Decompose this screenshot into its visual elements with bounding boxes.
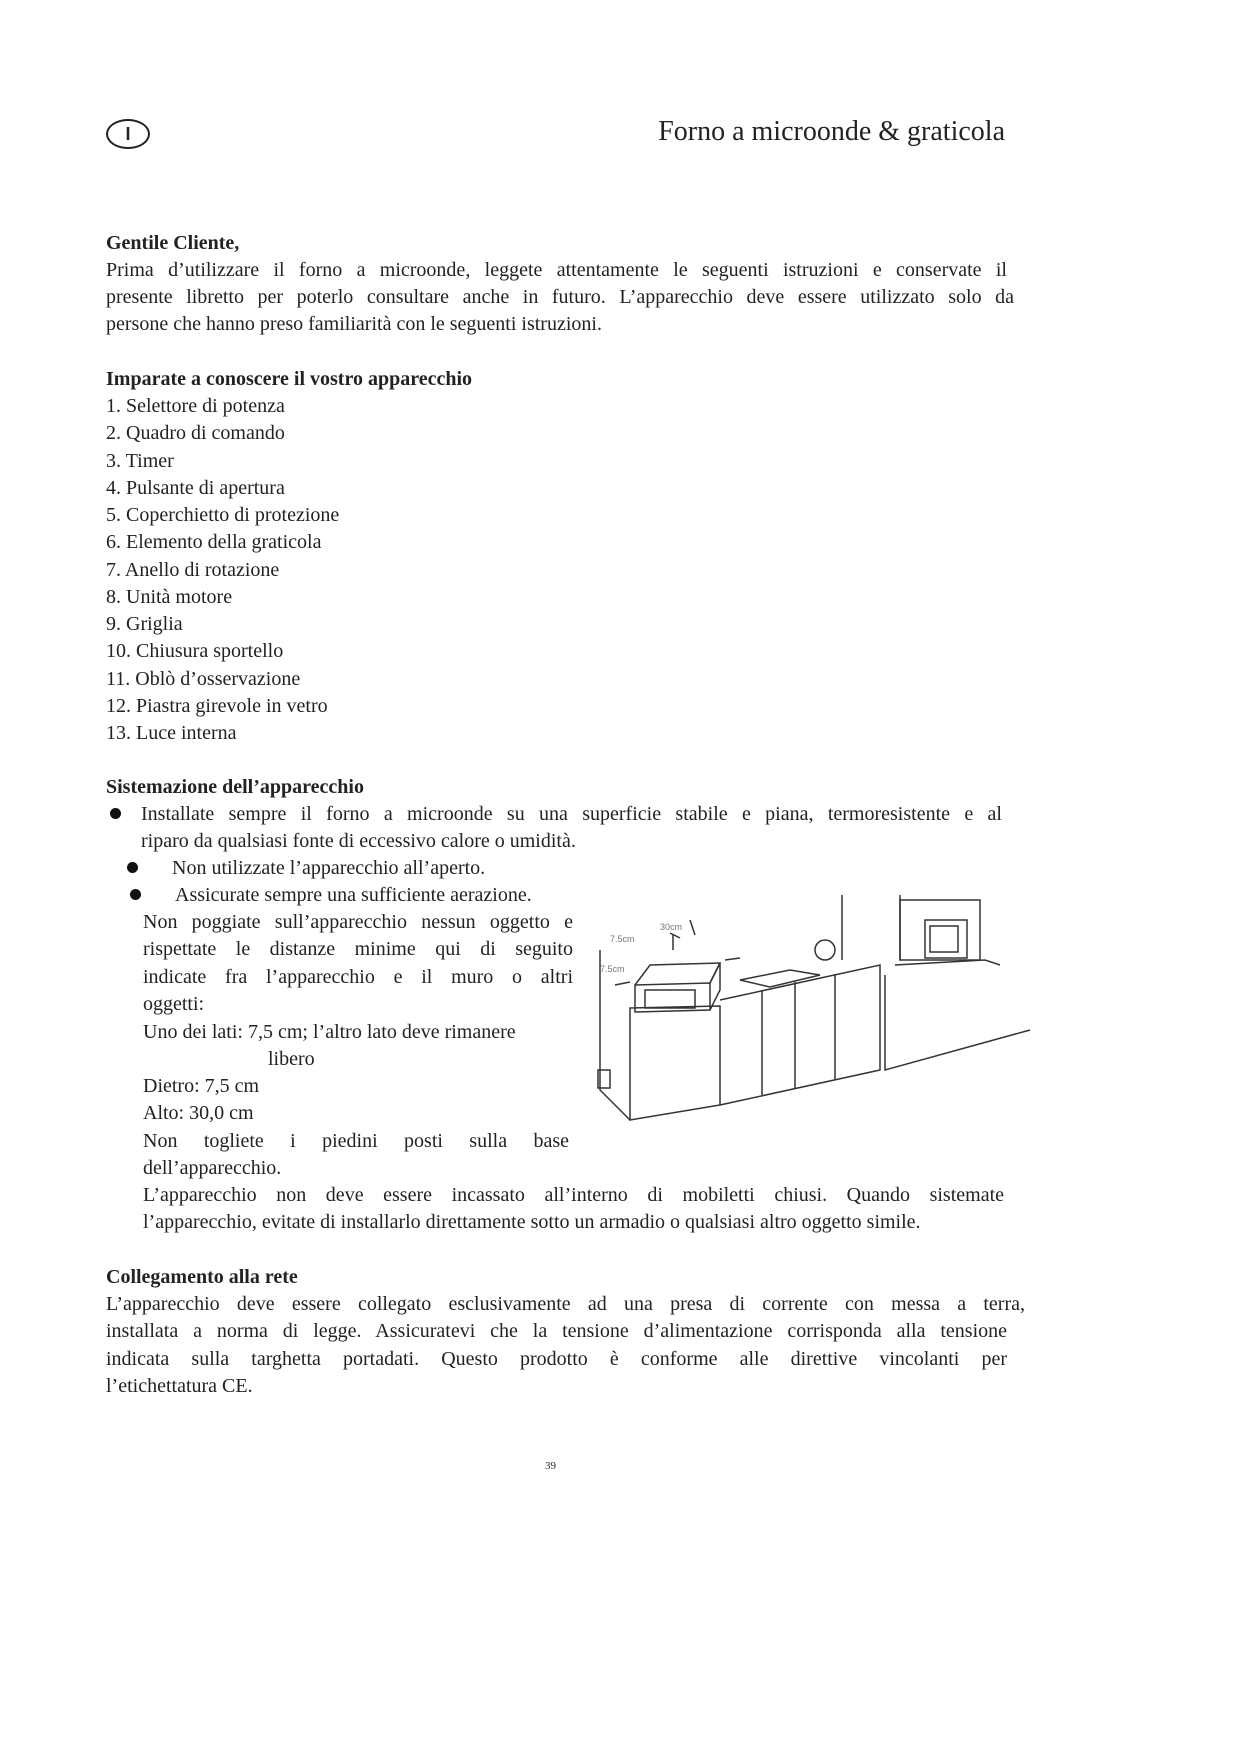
- paragraph-line: presente libretto per poterlo consultare anche in futuro. L’apparecchio deve essere utilizzato solo da: [106, 286, 1014, 308]
- pot: [815, 940, 835, 960]
- list-item: 10. Chiusura sportello: [106, 640, 284, 663]
- list-item: 7. Anello di rotazione: [106, 558, 280, 581]
- list-item: 9. Griglia: [106, 613, 183, 635]
- kitchen-placement-illustration: [590, 890, 1040, 1145]
- list-item: 3. Timer: [106, 449, 174, 472]
- paragraph-line: dell’apparecchio.: [143, 1157, 282, 1179]
- paragraph-line: libero: [268, 1048, 315, 1070]
- language-badge: I: [106, 119, 150, 149]
- paragraph-line: persone che hanno preso familiarità con le seguenti istruzioni.: [106, 313, 602, 335]
- paragraph-line: L’apparecchio non deve essere incassato all’interno di mobiletti chiusi. Quando sistemate: [143, 1184, 1004, 1206]
- bullet-icon: [130, 889, 141, 900]
- bullet-icon: [127, 862, 138, 873]
- paragraph-line: indicate fra l’apparecchio e il muro o altri: [143, 966, 573, 988]
- paragraph-line: oggetti:: [143, 993, 205, 1015]
- side-distance-label: 7.5cm: [610, 934, 635, 944]
- paragraph-line: Alto: 30,0 cm: [143, 1102, 254, 1124]
- section-heading: Gentile Cliente,: [106, 232, 240, 254]
- top-distance-label: 30cm: [660, 922, 683, 932]
- paragraph-line: Non poggiate sull’apparecchio nessun oggetto e: [143, 911, 573, 933]
- bullet-icon: [110, 808, 121, 819]
- section-heading: Imparate a conoscere il vostro apparecchio: [106, 368, 473, 390]
- list-item: 4. Pulsante di apertura: [106, 476, 285, 499]
- cabinet: [630, 1006, 720, 1120]
- page-number: 39: [545, 1460, 556, 1472]
- bullet-line: riparo da qualsiasi fonte di eccessivo calore o umidità.: [141, 830, 576, 852]
- paragraph-line: l’etichettatura CE.: [106, 1375, 253, 1397]
- window: [900, 900, 980, 960]
- paragraph-line: Non togliete i piedini posti sulla base: [143, 1130, 569, 1152]
- list-item: 1. Selettore di potenza: [106, 395, 285, 417]
- list-item: 11. Oblò d’osservazione: [106, 667, 301, 690]
- paragraph-line: rispettate le distanze minime qui di seguito: [143, 938, 573, 960]
- paragraph-line: indicata sulla targhetta portadati. Questo prodotto è conforme alle direttive vincolanti per: [106, 1348, 1007, 1370]
- list-item: 13. Luce interna: [106, 722, 237, 744]
- paragraph-line: Prima d’utilizzare il forno a microonde, leggete attentamente le seguenti istruzioni e conservate il: [106, 259, 1007, 281]
- list-item: 5. Coperchietto di protezione: [106, 504, 340, 526]
- bullet-line: Assicurate sempre una sufficiente aerazione.: [175, 884, 532, 906]
- section-heading: Collegamento alla rete: [106, 1266, 298, 1288]
- paragraph-line: installata a norma di legge. Assicuratevi che la tensione d’alimentazione corrisponda alla tensione: [106, 1320, 1007, 1342]
- section-heading: Sistemazione dell’apparecchio: [106, 776, 364, 798]
- paragraph-line: Dietro: 7,5 cm: [143, 1075, 260, 1097]
- list-item: 6. Elemento della graticola: [106, 531, 322, 554]
- back-distance-label: 7.5cm: [600, 964, 625, 974]
- list-item: 2. Quadro di comando: [106, 422, 285, 445]
- paragraph-line: Uno dei lati: 7,5 cm; l’altro lato deve rimanere: [143, 1021, 516, 1043]
- bullet-line: Non utilizzate l’apparecchio all’aperto.: [172, 857, 486, 879]
- list-item: 12. Piastra girevole in vetro: [106, 694, 328, 717]
- sink: [740, 970, 820, 987]
- arrow-side: [690, 920, 695, 935]
- paragraph-line: L’apparecchio deve essere collegato esclusivamente ad una presa di corrente con messa a terra,: [106, 1293, 1025, 1315]
- list-item: 8. Unità motore: [106, 585, 233, 608]
- page-title: Forno a microonde & graticola: [658, 116, 1005, 147]
- bullet-line: Installate sempre il forno a microonde su una superficie stabile e piana, termoresistente e al: [141, 803, 1002, 825]
- paragraph-line: l’apparecchio, evitate di installarlo direttamente sotto un armadio o qualsiasi altro oggetto simile.: [143, 1211, 921, 1233]
